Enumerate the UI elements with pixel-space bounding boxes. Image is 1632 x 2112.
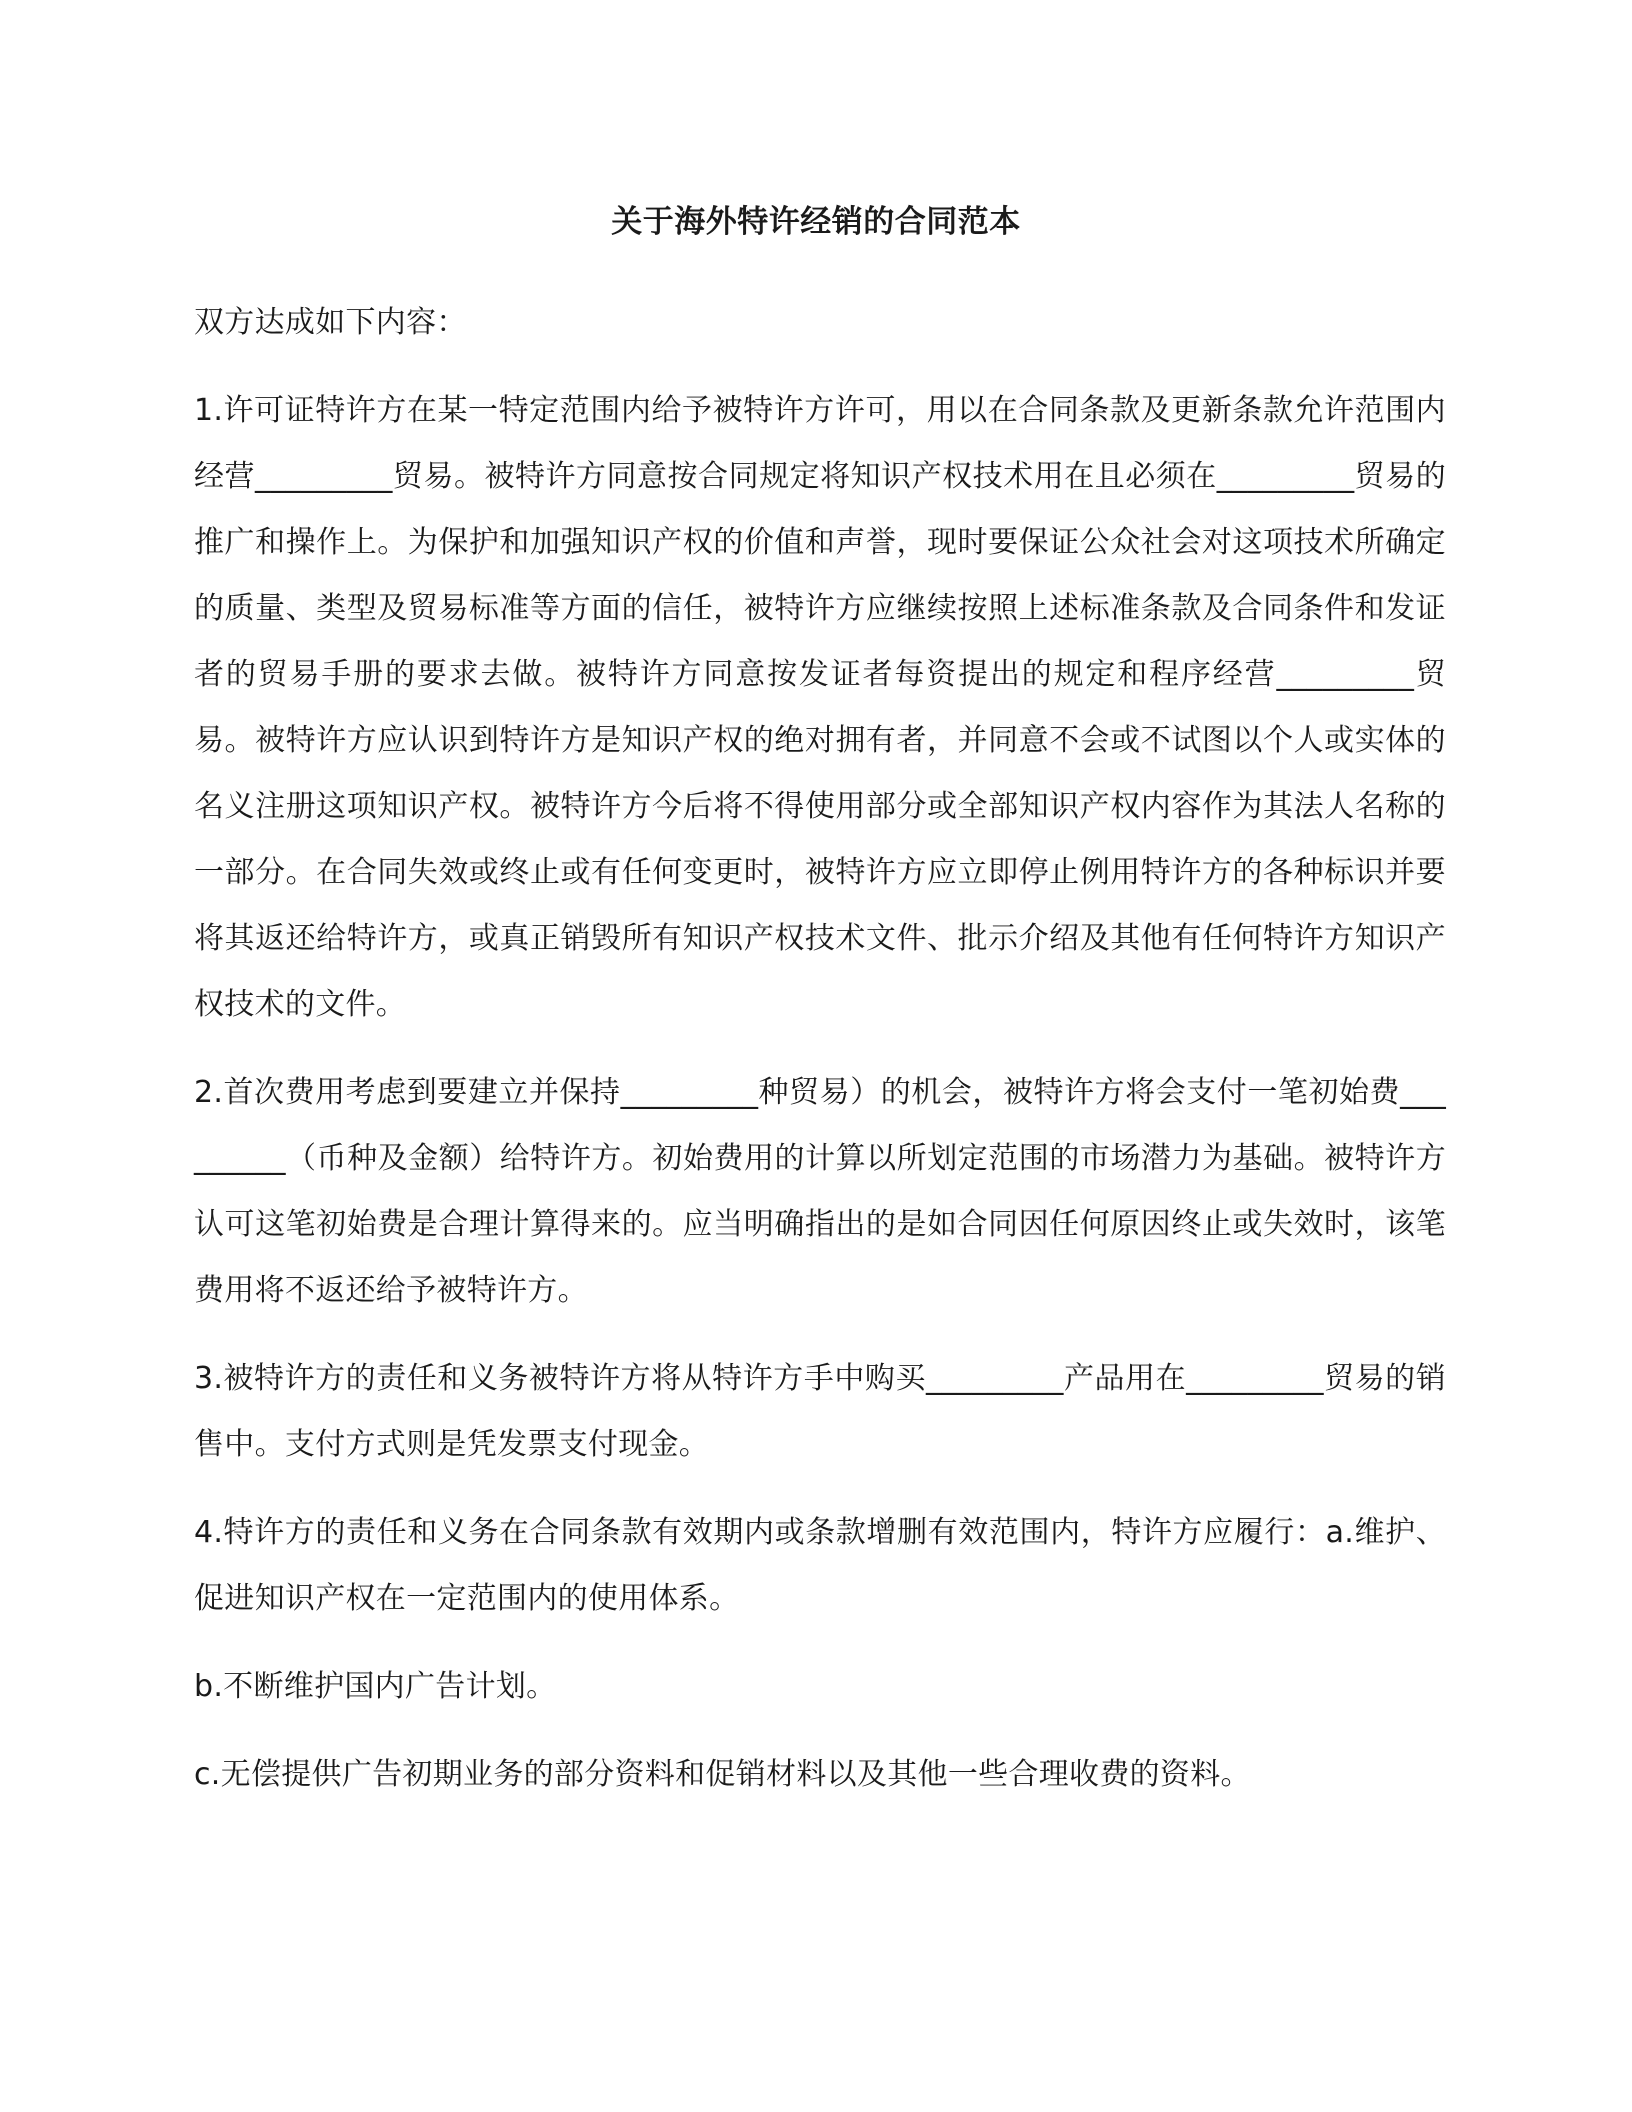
clause-2-paragraph: 2.首次费用考虑到要建立并保持_________种贸易）的机会，被特许方将会支付一笔初始费_________（币种及金额）给特许方。初始费用的计算以所划定范围的市场潜力为基础。被特许方认可这笔初始费是合理计算得来的。应当明确指出的是如合同因任何原因终止或失效时，该笔费用将不返还给予被特许方。 [194, 1075, 1446, 1308]
clause-4b-paragraph: b.不断维护国内广告计划。 [194, 1669, 557, 1704]
document-body [194, 290, 1446, 1830]
clause-1-paragraph: 1.许可证特许方在某一特定范围内给予被特许方许可，用以在合同条款及更新条款允许范围内经营_________贸易。被特许方同意按合同规定将知识产权技术用在且必须在_________贸易的推广和操作上。为保护和加强知识产权的价值和声誉，现时要保证公众社会对这项技术所确定的质量、类型及贸易标准等方面的信任，被特许方应继续按照上述标准条款及合同条件和发证者的贸易手册的要求去做。被特许方同意按发证者每资提出的规定和程序经营_________贸易。被特许方应认识到特许方是知识产权的绝对拥有者，并同意不会或不试图以个人或实体的名义注册这项知识产权。被特许方今后将不得使用部分或全部知识产权内容作为其法人名称的一部分。在合同失效或终止或有任何变更时，被特许方应立即停止例用特许方的各种标识并要将其返还给特许方，或真正销毁所有知识产权技术文件、批示介绍及其他有任何特许方知识产权技术的文件。 [194, 393, 1446, 1022]
clause-4-paragraph: 4.特许方的责任和义务在合同条款有效期内或条款增删有效范围内，特许方应履行：a.维护、促进知识产权在一定范围内的使用体系。 [194, 1515, 1446, 1616]
document-title: 关于海外特许经销的合同范本 [611, 204, 1021, 240]
clause-3-paragraph: 3.被特许方的责任和义务被特许方将从特许方手中购买_________产品用在_________贸易的销售中。支付方式则是凭发票支付现金。 [194, 1361, 1446, 1462]
clause-4c-paragraph: c.无偿提供广告初期业务的部分资料和促销材料以及其他一些合理收费的资料。 [194, 1757, 1251, 1792]
intro-paragraph: 双方达成如下内容： [194, 305, 467, 340]
